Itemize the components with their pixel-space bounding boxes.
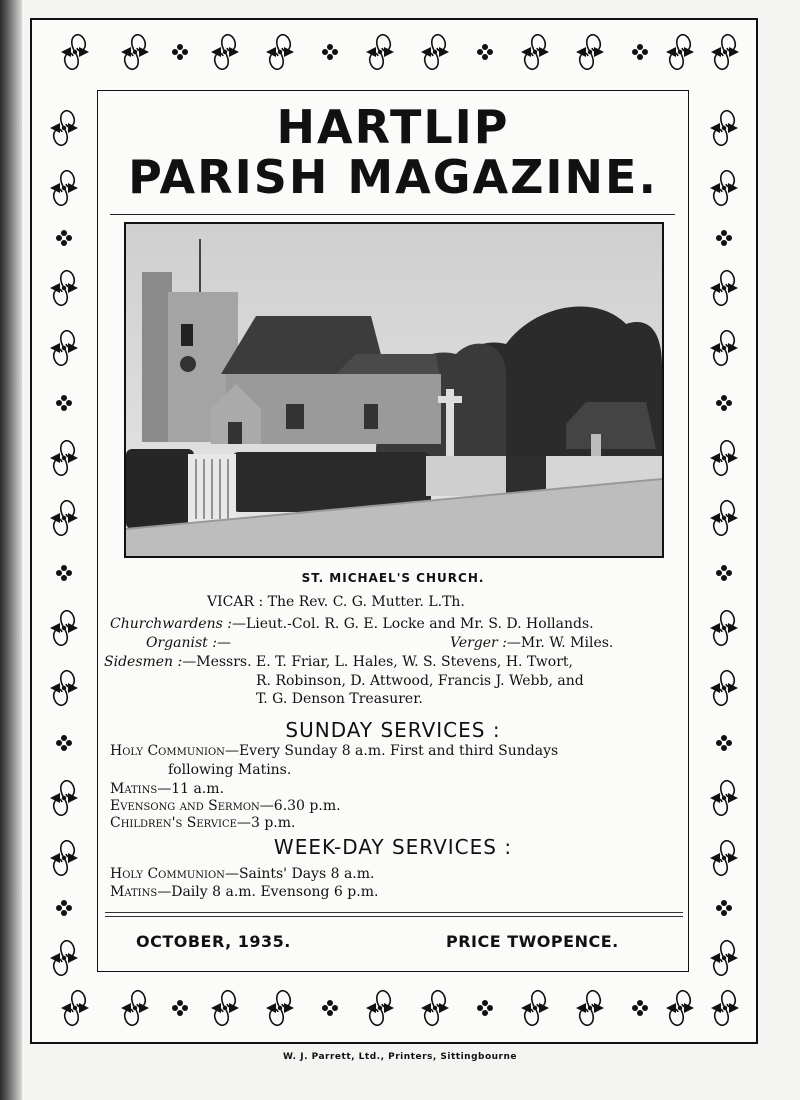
sunday-matins-label: Matins <box>110 781 158 797</box>
sunday-children-line <box>110 815 295 831</box>
organist-line <box>146 635 231 651</box>
verger-line <box>450 635 613 651</box>
sunday-hc-label: Holy Communion <box>110 743 225 759</box>
masthead-title-line1: HARTLIP <box>276 100 510 154</box>
weekday-matins-label: Matins <box>110 884 158 900</box>
sunday-matins-line <box>110 781 224 797</box>
sunday-matins-value: —11 a.m. <box>157 781 225 797</box>
masthead-title-line2: PARISH MAGAZINE. <box>128 150 658 204</box>
sunday-children-label: Children's Service <box>110 815 237 831</box>
sidesmen-value-1: —Messrs. E. T. Friar, L. Hales, W. S. Stevens, H. Twort, <box>182 654 573 670</box>
printer-imprint: W. J. Parrett, Ltd., Printers, Sittingbourne <box>282 1052 518 1062</box>
weekday-hc-label: Holy Communion <box>110 866 225 882</box>
issue-price: PRICE TWOPENCE. <box>446 932 619 951</box>
sidesmen-value-2: R. Robinson, D. Attwood, Francis J. Webb, and <box>256 673 584 689</box>
organist-label: Organist : <box>146 635 217 651</box>
churchwardens-label: Churchwardens : <box>110 616 232 632</box>
sunday-children-value: —3 p.m. <box>236 815 296 831</box>
issue-date: OCTOBER, 1935. <box>136 932 291 951</box>
weekday-hc-line <box>110 866 374 882</box>
sunday-evensong-label: Evensong and Sermon <box>110 798 260 814</box>
vicar-value: The Rev. C. G. Mutter. L.Th. <box>267 594 465 610</box>
sunday-hc-value-2: following Matins. <box>168 762 292 778</box>
church-photo <box>124 222 664 558</box>
weekday-matins-value: —Daily 8 a.m. Evensong 6 p.m. <box>157 884 379 900</box>
sunday-evensong-line <box>110 798 341 814</box>
sunday-hc-line <box>110 743 558 759</box>
verger-value: —Mr. W. Miles. <box>506 635 614 651</box>
sunday-hc-value: —Every Sunday 8 a.m. First and third Sundays <box>224 743 559 759</box>
vicar-label: VICAR : <box>207 594 264 610</box>
sidesmen-label: Sidesmen : <box>104 654 183 670</box>
organist-value: — <box>216 635 231 651</box>
vicar-line <box>207 594 465 610</box>
verger-label: Verger : <box>450 635 507 651</box>
sunday-evensong-value: —6.30 p.m. <box>259 798 341 814</box>
weekday-matins-line <box>110 884 378 900</box>
sidesmen-line <box>104 654 573 670</box>
sidesmen-value-3: T. G. Denson Treasurer. <box>256 691 423 707</box>
weekday-services-heading: WEEK-DAY SERVICES : <box>273 835 513 859</box>
footer-divider-top <box>105 912 683 913</box>
churchwardens-value: —Lieut.-Col. R. G. E. Locke and Mr. S. D. Hollands. <box>231 616 594 632</box>
book-spine-shadow <box>0 0 22 1100</box>
photo-caption: ST. MICHAEL'S CHURCH. <box>301 571 485 585</box>
church-photo-illustration <box>126 224 662 556</box>
title-divider <box>110 214 675 215</box>
sunday-services-heading: SUNDAY SERVICES : <box>285 718 501 742</box>
footer-divider-bottom <box>105 916 683 917</box>
weekday-hc-value: —Saints' Days 8 a.m. <box>224 866 375 882</box>
churchwardens-line <box>110 616 594 632</box>
